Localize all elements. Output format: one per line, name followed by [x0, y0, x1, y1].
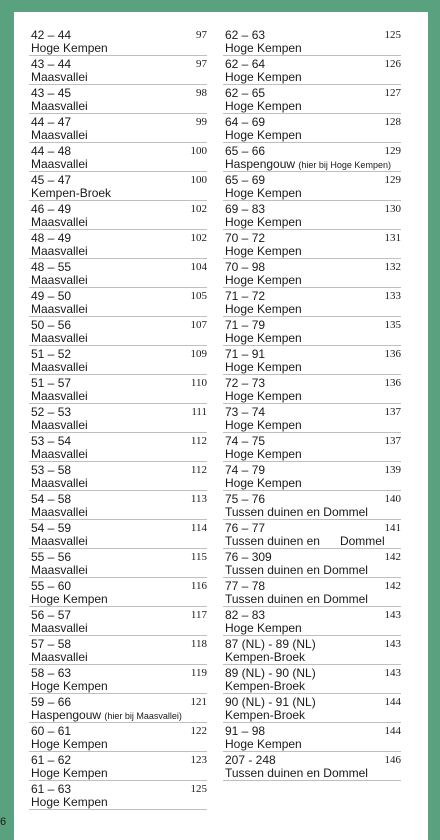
index-entry [223, 85, 401, 114]
page-reference: 136 [384, 348, 401, 360]
page-reference: 121 [190, 696, 207, 708]
region-name [225, 99, 302, 113]
region-label: Haspengouw [225, 157, 296, 171]
page-reference: 104 [190, 261, 207, 273]
region-label: Tussen duinen en Dommel [225, 534, 385, 548]
index-entry [223, 404, 401, 433]
region-name [31, 592, 108, 606]
route-range: 44 – 47 [31, 115, 72, 129]
route-range: 54 – 59 [31, 521, 72, 535]
page-reference: 100 [190, 145, 207, 157]
route-range: 54 – 58 [31, 492, 72, 506]
region-name [225, 244, 302, 258]
region-label: Hoge Kempen [225, 41, 302, 55]
page-reference: 141 [384, 522, 401, 534]
route-range: 89 (NL) - 90 (NL) [225, 666, 316, 680]
region-name [225, 708, 305, 722]
route-range: 52 – 53 [31, 405, 72, 419]
page-reference: 142 [384, 580, 401, 592]
index-entry [29, 404, 207, 433]
page-reference: 129 [384, 174, 401, 186]
region-name [31, 273, 88, 287]
index-entry [223, 346, 401, 375]
region-label: Tussen duinen en Dommel [225, 766, 368, 780]
route-range: 55 – 56 [31, 550, 72, 564]
region-name [225, 679, 305, 693]
route-range: 90 (NL) - 91 (NL) [225, 695, 316, 709]
page-reference: 132 [384, 261, 401, 273]
page-reference: 137 [384, 406, 401, 418]
index-entry [223, 114, 401, 143]
region-label: Tussen duinen en Dommel [225, 505, 368, 519]
page-reference: 117 [190, 609, 207, 621]
route-range: 65 – 69 [225, 173, 266, 187]
region-label: Hoge Kempen [225, 737, 302, 751]
page-reference: 125 [384, 29, 401, 41]
region-name [225, 418, 302, 432]
region-name [31, 795, 108, 809]
index-page [14, 12, 428, 840]
region-name [225, 273, 302, 287]
index-entry [29, 462, 207, 491]
route-range: 53 – 54 [31, 434, 72, 448]
route-range: 64 – 69 [225, 115, 266, 129]
region-name [225, 331, 302, 345]
region-label: Hoge Kempen [225, 186, 302, 200]
index-entry [29, 230, 207, 259]
region-note: (hier bij Hoge Kempen) [298, 160, 391, 170]
region-label: Maasvallei [31, 128, 88, 142]
region-name [31, 215, 88, 229]
index-entry [29, 578, 207, 607]
index-entry [223, 317, 401, 346]
index-entry [29, 752, 207, 781]
index-entry [29, 143, 207, 172]
index-entry [29, 201, 207, 230]
region-name [225, 766, 368, 780]
page-reference: 119 [190, 667, 207, 679]
region-label: Hoge Kempen [225, 476, 302, 490]
route-range: 69 – 83 [225, 202, 266, 216]
region-name [31, 302, 88, 316]
route-range: 74 – 79 [225, 463, 266, 477]
region-label: Hoge Kempen [31, 766, 108, 780]
index-entry [223, 636, 401, 665]
route-range: 45 – 47 [31, 173, 72, 187]
page-reference: 105 [190, 290, 207, 302]
index-entry [29, 636, 207, 665]
route-range: 87 (NL) - 89 (NL) [225, 637, 316, 651]
page-reference: 112 [190, 435, 207, 447]
region-name [31, 563, 88, 577]
page-reference: 142 [384, 551, 401, 563]
region-label: Maasvallei [31, 70, 88, 84]
index-entry [29, 114, 207, 143]
page-reference: 146 [384, 754, 401, 766]
region-label: Maasvallei [31, 302, 88, 316]
index-entry [29, 694, 207, 723]
route-range: 65 – 66 [225, 144, 266, 158]
index-entry [29, 85, 207, 114]
index-entry [29, 491, 207, 520]
index-column-right [223, 27, 401, 781]
region-label: Maasvallei [31, 273, 88, 287]
region-name [31, 418, 88, 432]
page-reference: 143 [384, 609, 401, 621]
page-reference: 118 [190, 638, 207, 650]
route-range: 61 – 62 [31, 753, 72, 767]
index-entry [223, 375, 401, 404]
region-name [225, 563, 368, 577]
route-range: 51 – 52 [31, 347, 72, 361]
region-label: Tussen duinen en Dommel [225, 592, 368, 606]
route-range: 59 – 66 [31, 695, 72, 709]
route-range: 76 – 77 [225, 521, 266, 535]
region-label: Maasvallei [31, 389, 88, 403]
region-name [225, 389, 302, 403]
region-label: Hoge Kempen [225, 621, 302, 635]
region-label: Hoge Kempen [225, 360, 302, 374]
route-range: 72 – 73 [225, 376, 266, 390]
page-reference: 143 [384, 667, 401, 679]
page-reference: 133 [384, 290, 401, 302]
route-range: 46 – 49 [31, 202, 72, 216]
index-entry [223, 201, 401, 230]
region-name [31, 505, 88, 519]
region-name [31, 447, 88, 461]
region-label: Maasvallei [31, 447, 88, 461]
route-range: 70 – 98 [225, 260, 266, 274]
page-reference: 128 [384, 116, 401, 128]
route-range: 43 – 45 [31, 86, 72, 100]
region-name [31, 128, 88, 142]
route-range: 49 – 50 [31, 289, 72, 303]
region-label: Hoge Kempen [225, 244, 302, 258]
region-label: Hoge Kempen [31, 795, 108, 809]
route-range: 48 – 55 [31, 260, 72, 274]
index-entry [29, 375, 207, 404]
index-entry [223, 723, 401, 752]
region-name [225, 157, 391, 172]
region-label: Hoge Kempen [31, 737, 108, 751]
route-range: 62 – 65 [225, 86, 266, 100]
region-label: Hoge Kempen [31, 41, 108, 55]
route-range: 207 - 248 [225, 753, 276, 767]
route-range: 75 – 76 [225, 492, 266, 506]
region-label: Maasvallei [31, 157, 88, 171]
route-range: 76 – 309 [225, 550, 272, 564]
route-range: 48 – 49 [31, 231, 72, 245]
page-reference: 136 [384, 377, 401, 389]
region-label: Hoge Kempen [225, 273, 302, 287]
region-label: Maasvallei [31, 621, 88, 635]
region-name [31, 621, 88, 635]
route-range: 91 – 98 [225, 724, 266, 738]
page-reference: 139 [384, 464, 401, 476]
region-label: Hoge Kempen [225, 389, 302, 403]
region-label: Maasvallei [31, 505, 88, 519]
index-entry [223, 549, 401, 578]
index-entry [223, 433, 401, 462]
page-reference: 143 [384, 638, 401, 650]
region-name [31, 650, 88, 664]
index-entry [223, 27, 401, 56]
region-name [31, 186, 111, 200]
page-reference: 102 [190, 232, 207, 244]
route-range: 74 – 75 [225, 434, 266, 448]
page-reference: 102 [190, 203, 207, 215]
page-reference: 109 [190, 348, 207, 360]
route-range: 61 – 63 [31, 782, 72, 796]
region-label: Hoge Kempen [31, 679, 108, 693]
page-reference: 114 [190, 522, 207, 534]
page-reference: 116 [190, 580, 207, 592]
page-reference: 135 [384, 319, 401, 331]
route-range: 77 – 78 [225, 579, 266, 593]
region-name [31, 331, 88, 345]
region-name [225, 70, 302, 84]
region-label: Kempen-Broek [225, 708, 306, 722]
region-name [225, 360, 302, 374]
page-reference: 140 [384, 493, 401, 505]
page-reference: 107 [190, 319, 207, 331]
route-range: 73 – 74 [225, 405, 266, 419]
region-name [225, 592, 368, 606]
index-column-left [29, 27, 207, 810]
index-entry [223, 752, 401, 781]
index-entry [29, 723, 207, 752]
region-name [225, 650, 305, 664]
index-entry [223, 143, 401, 172]
page-reference: 126 [384, 58, 401, 70]
region-label: Hoge Kempen [225, 447, 302, 461]
region-name [225, 476, 302, 490]
region-label: Tussen duinen en Dommel [225, 563, 368, 577]
index-entry [29, 607, 207, 636]
index-entry [223, 578, 401, 607]
index-entry [223, 694, 401, 723]
index-entry [223, 607, 401, 636]
index-entry [223, 462, 401, 491]
route-range: 62 – 63 [225, 28, 266, 42]
region-label: Maasvallei [31, 331, 88, 345]
page-reference: 127 [384, 87, 401, 99]
region-label: Kempen-Broek [225, 650, 306, 664]
region-label: Hoge Kempen [225, 70, 302, 84]
region-label: Maasvallei [31, 215, 88, 229]
page-reference: 115 [190, 551, 207, 563]
region-label: Maasvallei [31, 650, 88, 664]
index-entry [29, 346, 207, 375]
region-label: Hoge Kempen [225, 302, 302, 316]
region-name [31, 766, 108, 780]
page-reference: 122 [190, 725, 207, 737]
index-entry [223, 259, 401, 288]
region-label: Hoge Kempen [225, 215, 302, 229]
index-entry [29, 665, 207, 694]
region-label: Maasvallei [31, 360, 88, 374]
page-reference: 144 [384, 696, 401, 708]
index-entry [29, 288, 207, 317]
index-entry [29, 781, 207, 810]
page-reference: 131 [384, 232, 401, 244]
index-entry [223, 56, 401, 85]
index-entry [29, 27, 207, 56]
page-reference: 97 [196, 58, 207, 70]
route-range: 62 – 64 [225, 57, 266, 71]
region-name [31, 157, 88, 171]
region-label: Maasvallei [31, 534, 88, 548]
region-name [31, 244, 88, 258]
region-name [31, 389, 88, 403]
page-reference: 110 [190, 377, 207, 389]
route-range: 56 – 57 [31, 608, 72, 622]
page-reference: 144 [384, 725, 401, 737]
route-range: 70 – 72 [225, 231, 266, 245]
route-range: 71 – 79 [225, 318, 266, 332]
page-reference: 137 [384, 435, 401, 447]
route-range: 44 – 48 [31, 144, 72, 158]
region-label: Hoge Kempen [225, 128, 302, 142]
region-name [225, 505, 368, 519]
index-entry [29, 520, 207, 549]
region-name [225, 41, 302, 55]
region-name [31, 708, 182, 723]
index-entry [223, 172, 401, 201]
region-label: Hoge Kempen [31, 592, 108, 606]
region-label: Maasvallei [31, 99, 88, 113]
region-name [225, 534, 385, 548]
region-label: Kempen-Broek [225, 679, 306, 693]
index-entry [223, 491, 401, 520]
page-reference: 112 [190, 464, 207, 476]
index-entry [29, 259, 207, 288]
index-entry [29, 433, 207, 462]
page-reference: 98 [196, 87, 207, 99]
region-name [225, 621, 302, 635]
region-label: Maasvallei [31, 244, 88, 258]
index-entry [29, 56, 207, 85]
route-range: 82 – 83 [225, 608, 266, 622]
region-name [225, 215, 302, 229]
page-number: 6 [0, 816, 7, 828]
region-name [225, 128, 302, 142]
region-name [31, 679, 108, 693]
region-name [31, 70, 88, 84]
region-label: Maasvallei [31, 563, 88, 577]
index-entry [29, 549, 207, 578]
index-entry [223, 665, 401, 694]
route-range: 58 – 63 [31, 666, 72, 680]
region-name [31, 737, 108, 751]
index-entry [29, 172, 207, 201]
region-name [31, 360, 88, 374]
page-reference: 113 [190, 493, 207, 505]
page-reference: 123 [190, 754, 207, 766]
route-range: 50 – 56 [31, 318, 72, 332]
region-label: Maasvallei [31, 476, 88, 490]
route-range: 71 – 91 [225, 347, 266, 361]
page-reference: 125 [190, 783, 207, 795]
region-name [225, 447, 302, 461]
page-reference: 100 [190, 174, 207, 186]
region-label: Kempen-Broek [31, 186, 112, 200]
region-name [31, 534, 88, 548]
route-range: 60 – 61 [31, 724, 72, 738]
page-reference: 129 [384, 145, 401, 157]
page-reference: 111 [191, 406, 207, 418]
index-entry [223, 230, 401, 259]
route-range: 55 – 60 [31, 579, 72, 593]
region-name [31, 99, 88, 113]
index-entry [29, 317, 207, 346]
index-entry [223, 288, 401, 317]
region-label: Hoge Kempen [225, 331, 302, 345]
region-note: (hier bij Maasvallei) [104, 711, 182, 721]
page-reference: 99 [196, 116, 207, 128]
route-range: 57 – 58 [31, 637, 72, 651]
route-range: 42 – 44 [31, 28, 72, 42]
region-name [31, 41, 108, 55]
route-range: 53 – 58 [31, 463, 72, 477]
region-label: Hoge Kempen [225, 99, 302, 113]
route-range: 71 – 72 [225, 289, 266, 303]
route-range: 43 – 44 [31, 57, 72, 71]
index-entry [223, 520, 401, 549]
route-range: 51 – 57 [31, 376, 72, 390]
region-name [225, 737, 302, 751]
region-name [225, 302, 302, 316]
page-reference: 130 [384, 203, 401, 215]
region-name [31, 476, 88, 490]
region-label: Hoge Kempen [225, 418, 302, 432]
region-name [225, 186, 302, 200]
region-label: Haspengouw [31, 708, 102, 722]
region-label: Maasvallei [31, 418, 88, 432]
page-reference: 97 [196, 29, 207, 41]
